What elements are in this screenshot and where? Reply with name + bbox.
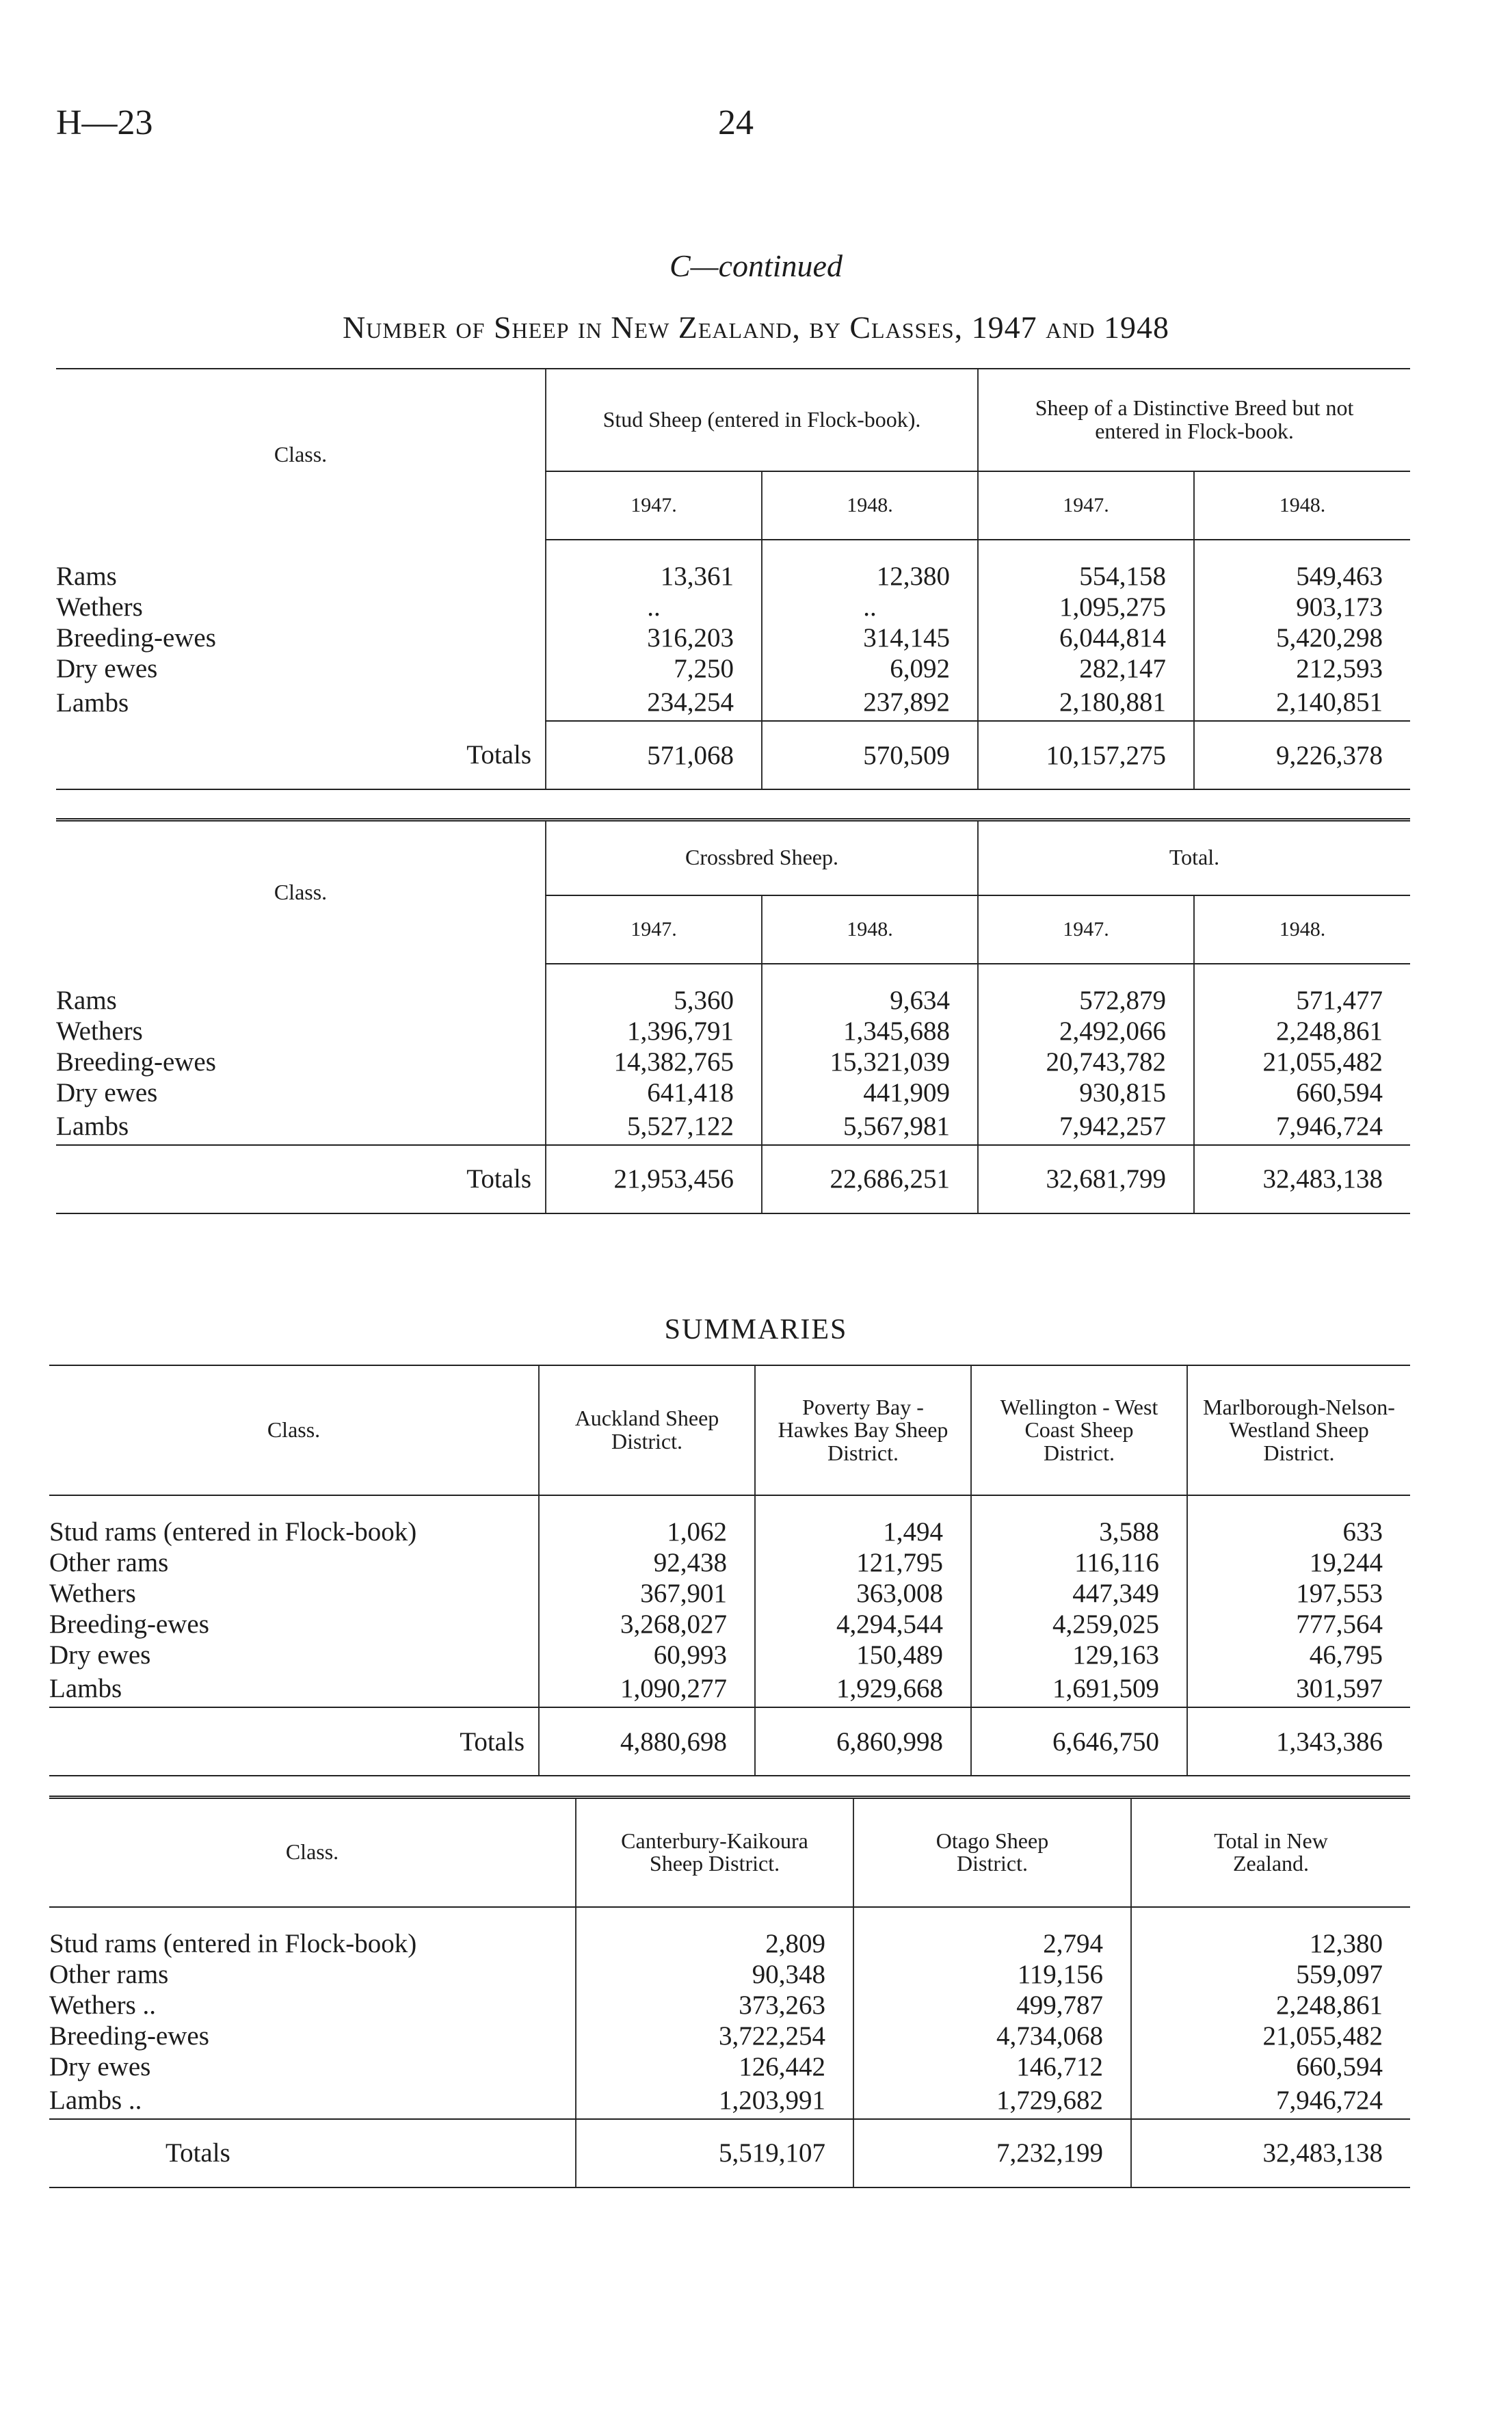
total-value: 9,226,378 bbox=[1194, 721, 1410, 789]
total-value: 5,519,107 bbox=[576, 2119, 853, 2187]
totals-label: Totals bbox=[466, 740, 531, 770]
cell-value: 7,946,724 bbox=[1131, 2082, 1410, 2119]
district-header: Auckland Sheep District. bbox=[539, 1365, 755, 1495]
table-row bbox=[56, 653, 1410, 684]
cell-value: 15,321,039 bbox=[762, 1047, 978, 1077]
total-value: 21,953,456 bbox=[546, 1145, 762, 1213]
cell-value: 60,993 bbox=[539, 1640, 755, 1670]
total-value: 4,880,698 bbox=[539, 1707, 755, 1776]
table-row bbox=[49, 1959, 1410, 1990]
crossbred-total-table bbox=[56, 818, 1410, 1214]
page-reference: H—23 bbox=[56, 103, 153, 142]
row-label: Lambs .. bbox=[49, 2085, 142, 2115]
row-label: Dry ewes bbox=[49, 1640, 151, 1670]
cell-value: 3,722,254 bbox=[576, 2021, 853, 2051]
cell-value: 1,691,509 bbox=[971, 1670, 1187, 1707]
total-value: 32,483,138 bbox=[1131, 2119, 1410, 2187]
cell-value: 237,892 bbox=[762, 684, 978, 721]
cell-value: 633 bbox=[1187, 1516, 1410, 1547]
table-row bbox=[49, 1578, 1410, 1609]
table-row bbox=[56, 985, 1410, 1016]
cell-value: .. bbox=[762, 592, 978, 622]
row-label: Breeding-ewes bbox=[56, 1047, 216, 1077]
row-label: Breeding-ewes bbox=[49, 1609, 209, 1639]
row-label: Other rams bbox=[49, 1548, 169, 1577]
cell-value: 234,254 bbox=[546, 684, 762, 721]
cell-value: 2,248,861 bbox=[1194, 1016, 1410, 1047]
table-row bbox=[56, 592, 1410, 622]
totals-label: Totals bbox=[460, 1726, 525, 1757]
cell-value: 1,062 bbox=[539, 1516, 755, 1547]
class-header: Class. bbox=[56, 820, 546, 964]
table-row bbox=[49, 1990, 1410, 2021]
district-header: Marlborough-Nelson-Westland Sheep District. bbox=[1187, 1365, 1410, 1495]
cell-value: 129,163 bbox=[971, 1640, 1187, 1670]
cell-value: 3,268,027 bbox=[539, 1609, 755, 1640]
row-label: Stud rams (entered in Flock-book) bbox=[49, 1517, 417, 1547]
distinctive-breed-header: Sheep of a Distinctive Breed but not entered in Flock-book. bbox=[978, 369, 1410, 471]
totals-row bbox=[56, 1145, 1410, 1213]
cell-value: 46,795 bbox=[1187, 1640, 1410, 1670]
district-header: Poverty Bay - Hawkes Bay Sheep District. bbox=[755, 1365, 971, 1495]
cell-value: 363,008 bbox=[755, 1578, 971, 1609]
cell-value: 447,349 bbox=[971, 1578, 1187, 1609]
cell-value: 121,795 bbox=[755, 1547, 971, 1578]
cell-value: 1,396,791 bbox=[546, 1016, 762, 1047]
row-label: Wethers bbox=[56, 1016, 143, 1046]
class-header: Class. bbox=[56, 369, 546, 540]
total-value: 10,157,275 bbox=[978, 721, 1194, 789]
cell-value: 12,380 bbox=[762, 561, 978, 592]
cell-value: 441,909 bbox=[762, 1077, 978, 1108]
year-header: 1948. bbox=[1194, 895, 1410, 964]
table-row bbox=[49, 1670, 1410, 1707]
totals-row bbox=[56, 721, 1410, 789]
cell-value: 7,250 bbox=[546, 653, 762, 684]
cell-value: 90,348 bbox=[576, 1959, 853, 1990]
table-row bbox=[49, 2082, 1410, 2119]
row-label: Lambs bbox=[56, 1111, 129, 1141]
cell-value: 7,942,257 bbox=[978, 1108, 1194, 1145]
cell-value: 146,712 bbox=[853, 2051, 1131, 2082]
row-label: Dry ewes bbox=[56, 1077, 158, 1107]
table-row bbox=[56, 561, 1410, 592]
cell-value: 1,729,682 bbox=[853, 2082, 1131, 2119]
cell-value: 212,593 bbox=[1194, 653, 1410, 684]
cell-value: 571,477 bbox=[1194, 985, 1410, 1016]
year-header: 1947. bbox=[978, 895, 1194, 964]
total-value: 570,509 bbox=[762, 721, 978, 789]
cell-value: 1,095,275 bbox=[978, 592, 1194, 622]
totals-label: Totals bbox=[165, 2138, 230, 2168]
cell-value: 373,263 bbox=[576, 1990, 853, 2021]
cell-value: 2,809 bbox=[576, 1928, 853, 1959]
crossbred-header: Crossbred Sheep. bbox=[546, 820, 978, 895]
cell-value: 119,156 bbox=[853, 1959, 1131, 1990]
row-label: Rams bbox=[56, 985, 117, 1015]
row-label: Rams bbox=[56, 562, 117, 591]
cell-value: 301,597 bbox=[1187, 1670, 1410, 1707]
cell-value: 367,901 bbox=[539, 1578, 755, 1609]
cell-value: 21,055,482 bbox=[1131, 2021, 1410, 2051]
row-label: Wethers .. bbox=[49, 1990, 157, 2020]
cell-value: 5,360 bbox=[546, 985, 762, 1016]
cell-value: 1,345,688 bbox=[762, 1016, 978, 1047]
cell-value: 1,203,991 bbox=[576, 2082, 853, 2119]
cell-value: 13,361 bbox=[546, 561, 762, 592]
cell-value: 5,420,298 bbox=[1194, 622, 1410, 653]
row-label: Wethers bbox=[49, 1579, 136, 1608]
cell-value: 126,442 bbox=[576, 2051, 853, 2082]
cell-value: 499,787 bbox=[853, 1990, 1131, 2021]
district-header: Wellington - West Coast Sheep District. bbox=[971, 1365, 1187, 1495]
total-header: Total. bbox=[978, 820, 1410, 895]
cell-value: 282,147 bbox=[978, 653, 1194, 684]
cell-value: 3,588 bbox=[971, 1516, 1187, 1547]
table-row bbox=[49, 2051, 1410, 2082]
cell-value: 549,463 bbox=[1194, 561, 1410, 592]
row-label: Dry ewes bbox=[56, 654, 158, 683]
table-row bbox=[56, 1108, 1410, 1145]
cell-value: 641,418 bbox=[546, 1077, 762, 1108]
cell-value: 4,734,068 bbox=[853, 2021, 1131, 2051]
district-summary-table-1 bbox=[49, 1365, 1410, 1776]
table-row bbox=[56, 1016, 1410, 1047]
cell-value: 92,438 bbox=[539, 1547, 755, 1578]
cell-value: 116,116 bbox=[971, 1547, 1187, 1578]
cell-value: 12,380 bbox=[1131, 1928, 1410, 1959]
year-header: 1948. bbox=[762, 471, 978, 540]
total-value: 32,483,138 bbox=[1194, 1145, 1410, 1213]
cell-value: 2,492,066 bbox=[978, 1016, 1194, 1047]
cell-value: 20,743,782 bbox=[978, 1047, 1194, 1077]
cell-value: 2,248,861 bbox=[1131, 1990, 1410, 2021]
cell-value: 930,815 bbox=[978, 1077, 1194, 1108]
cell-value: 1,494 bbox=[755, 1516, 971, 1547]
year-header: 1948. bbox=[1194, 471, 1410, 540]
table-row bbox=[56, 1047, 1410, 1077]
table-row bbox=[56, 684, 1410, 721]
cell-value: 19,244 bbox=[1187, 1547, 1410, 1578]
cell-value: 6,044,814 bbox=[978, 622, 1194, 653]
cell-value: 314,145 bbox=[762, 622, 978, 653]
year-header: 1947. bbox=[978, 471, 1194, 540]
totals-row bbox=[49, 2119, 1410, 2187]
cell-value: 660,594 bbox=[1194, 1077, 1410, 1108]
table-row bbox=[49, 2021, 1410, 2051]
cell-value: 5,527,122 bbox=[546, 1108, 762, 1145]
row-label: Wethers bbox=[56, 592, 143, 622]
cell-value: 6,092 bbox=[762, 653, 978, 684]
cell-value: .. bbox=[546, 592, 762, 622]
year-header: 1947. bbox=[546, 471, 762, 540]
cell-value: 660,594 bbox=[1131, 2051, 1410, 2082]
cell-value: 2,180,881 bbox=[978, 684, 1194, 721]
cell-value: 14,382,765 bbox=[546, 1047, 762, 1077]
cell-value: 9,634 bbox=[762, 985, 978, 1016]
table-row bbox=[49, 1640, 1410, 1670]
year-header: 1948. bbox=[762, 895, 978, 964]
table-row bbox=[49, 1928, 1410, 1959]
stud-sheep-header: Stud Sheep (entered in Flock-book). bbox=[546, 369, 978, 471]
cell-value: 316,203 bbox=[546, 622, 762, 653]
total-value: 32,681,799 bbox=[978, 1145, 1194, 1213]
total-value: 571,068 bbox=[546, 721, 762, 789]
total-value: 1,343,386 bbox=[1187, 1707, 1410, 1776]
cell-value: 4,259,025 bbox=[971, 1609, 1187, 1640]
cell-value: 572,879 bbox=[978, 985, 1194, 1016]
cell-value: 1,929,668 bbox=[755, 1670, 971, 1707]
table-row bbox=[49, 1516, 1410, 1547]
cell-value: 197,553 bbox=[1187, 1578, 1410, 1609]
total-value: 7,232,199 bbox=[853, 2119, 1131, 2187]
cell-value: 554,158 bbox=[978, 561, 1194, 592]
row-label: Other rams bbox=[49, 1959, 169, 1989]
row-label: Breeding-ewes bbox=[56, 623, 216, 653]
summaries-title: SUMMARIES bbox=[664, 1314, 848, 1345]
page-number: 24 bbox=[718, 103, 754, 142]
table-row bbox=[56, 1077, 1410, 1108]
row-label: Stud rams (entered in Flock-book) bbox=[49, 1928, 417, 1958]
district-header: Canterbury-Kaikoura Sheep District. bbox=[576, 1798, 853, 1907]
cell-value: 5,567,981 bbox=[762, 1108, 978, 1145]
row-label: Dry ewes bbox=[49, 2051, 151, 2081]
row-label: Lambs bbox=[49, 1674, 122, 1703]
totals-label: Totals bbox=[466, 1164, 531, 1194]
class-header: Class. bbox=[49, 1365, 539, 1495]
cell-value: 7,946,724 bbox=[1194, 1108, 1410, 1145]
class-header: Class. bbox=[49, 1798, 576, 1907]
cell-value: 150,489 bbox=[755, 1640, 971, 1670]
cell-value: 777,564 bbox=[1187, 1609, 1410, 1640]
cell-value: 2,794 bbox=[853, 1928, 1131, 1959]
row-label: Breeding-ewes bbox=[49, 2021, 209, 2051]
total-value: 6,646,750 bbox=[971, 1707, 1187, 1776]
continued-heading: C—continued bbox=[669, 248, 843, 283]
district-header: Total in New Zealand. bbox=[1131, 1798, 1410, 1907]
year-header: 1947. bbox=[546, 895, 762, 964]
total-value: 22,686,251 bbox=[762, 1145, 978, 1213]
cell-value: 559,097 bbox=[1131, 1959, 1410, 1990]
totals-row bbox=[49, 1707, 1410, 1776]
table-row bbox=[56, 622, 1410, 653]
cell-value: 1,090,277 bbox=[539, 1670, 755, 1707]
row-label: Lambs bbox=[56, 687, 129, 718]
cell-value: 4,294,544 bbox=[755, 1609, 971, 1640]
table-row bbox=[49, 1547, 1410, 1578]
cell-value: 903,173 bbox=[1194, 592, 1410, 622]
district-summary-table-2 bbox=[49, 1796, 1410, 2188]
page-title: Number of Sheep in New Zealand, by Classes, 1947 and 1948 bbox=[343, 310, 1169, 345]
total-value: 6,860,998 bbox=[755, 1707, 971, 1776]
table-row bbox=[49, 1609, 1410, 1640]
stud-distinctive-table bbox=[56, 368, 1410, 790]
cell-value: 21,055,482 bbox=[1194, 1047, 1410, 1077]
cell-value: 2,140,851 bbox=[1194, 684, 1410, 721]
district-header: Otago Sheep District. bbox=[853, 1798, 1131, 1907]
